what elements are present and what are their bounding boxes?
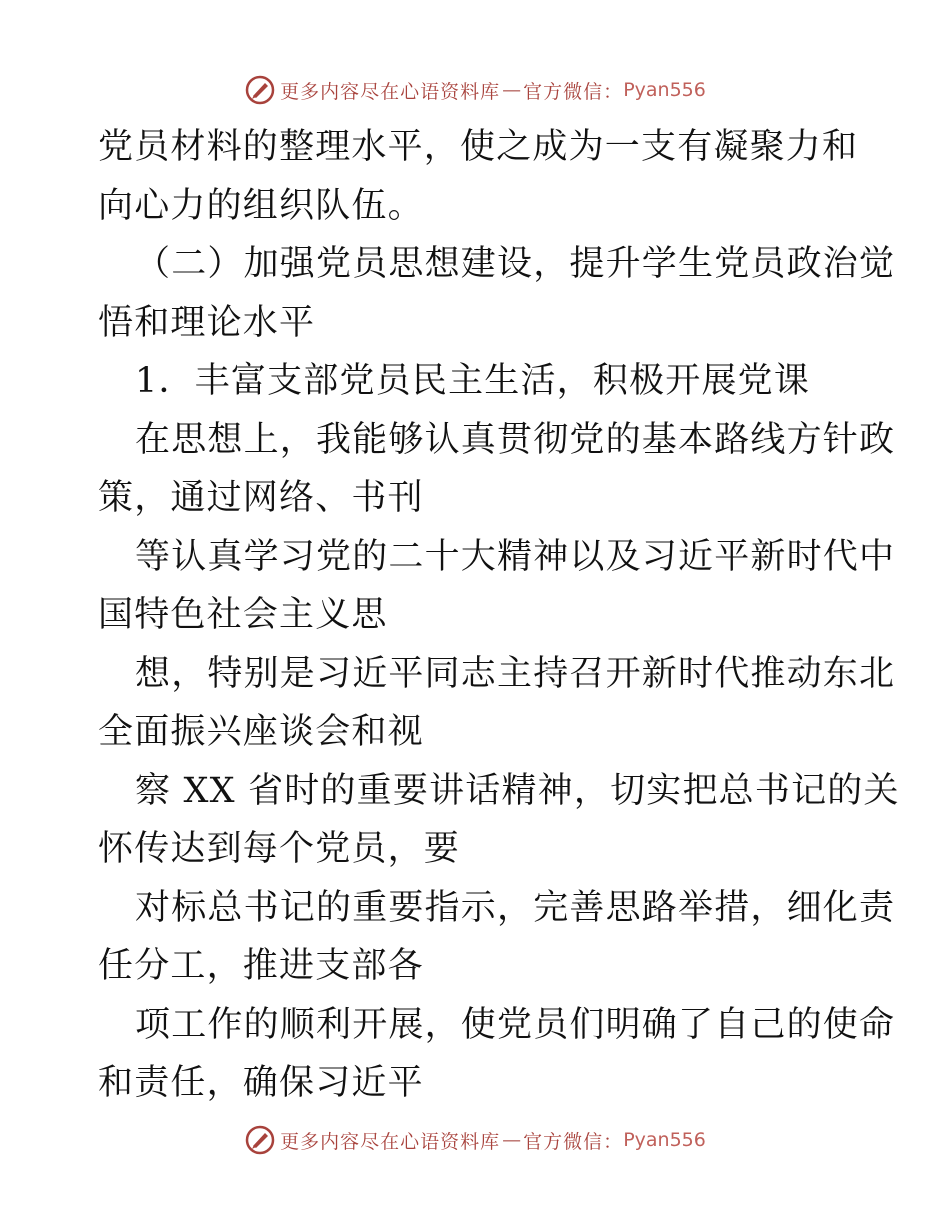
text-line: 等认真学习党的二十大精神以及习近平新时代中 bbox=[135, 536, 896, 577]
text-line: 策，通过网络、书刊 bbox=[98, 478, 424, 518]
watermark-label: 更多内容尽在心语资料库 bbox=[280, 80, 501, 103]
text-line: 怀传达到每个党员，要 bbox=[98, 829, 461, 869]
text-line: 和责任，确保习近平 bbox=[98, 1063, 424, 1103]
watermark-account-handle: Pyan556 bbox=[623, 79, 706, 101]
text-line: 对标总书记的重要指示，完善思路举措，细化责 bbox=[135, 887, 896, 928]
watermark-footer bbox=[0, 1120, 950, 1160]
watermark-account-label: 官方微信： bbox=[523, 1130, 624, 1153]
watermark-account-label: 官方微信： bbox=[523, 80, 624, 103]
quill-logo-icon bbox=[244, 74, 276, 106]
subsection-heading: 1．丰富支部党员民主生活，积极开展党课 bbox=[135, 361, 811, 401]
watermark-header bbox=[0, 70, 950, 110]
watermark-label: 更多内容尽在心语资料库 bbox=[280, 1130, 501, 1153]
section-heading: （二）加强党员思想建设，提升学生党员政治觉 bbox=[135, 244, 896, 284]
watermark-separator: — bbox=[502, 1129, 522, 1151]
text-line: 项工作的顺利开展，使党员们明确了自己的使命 bbox=[135, 1004, 896, 1045]
text-line: 任分工，推进支部各 bbox=[98, 946, 424, 986]
text-line: 党员材料的整理水平，使之成为一支有凝聚力和 bbox=[98, 127, 859, 167]
watermark-account-handle: Pyan556 bbox=[623, 1129, 706, 1151]
quill-logo-icon bbox=[244, 1124, 276, 1156]
text-line: 在思想上，我能够认真贯彻党的基本路线方针政 bbox=[135, 419, 896, 460]
text-line: 国特色社会主义思 bbox=[98, 595, 388, 635]
document-body bbox=[98, 118, 900, 1113]
text-line: 察 XX 省时的重要讲话精神，切实把总书记的关 bbox=[135, 770, 900, 811]
text-line: 向心力的组织队伍。 bbox=[98, 185, 424, 226]
section-heading-continued: 悟和理论水平 bbox=[98, 302, 316, 343]
watermark-separator: — bbox=[502, 79, 522, 101]
text-line: 全面振兴座谈会和视 bbox=[98, 712, 424, 752]
text-line: 想，特别是习近平同志主持召开新时代推动东北 bbox=[135, 653, 896, 694]
